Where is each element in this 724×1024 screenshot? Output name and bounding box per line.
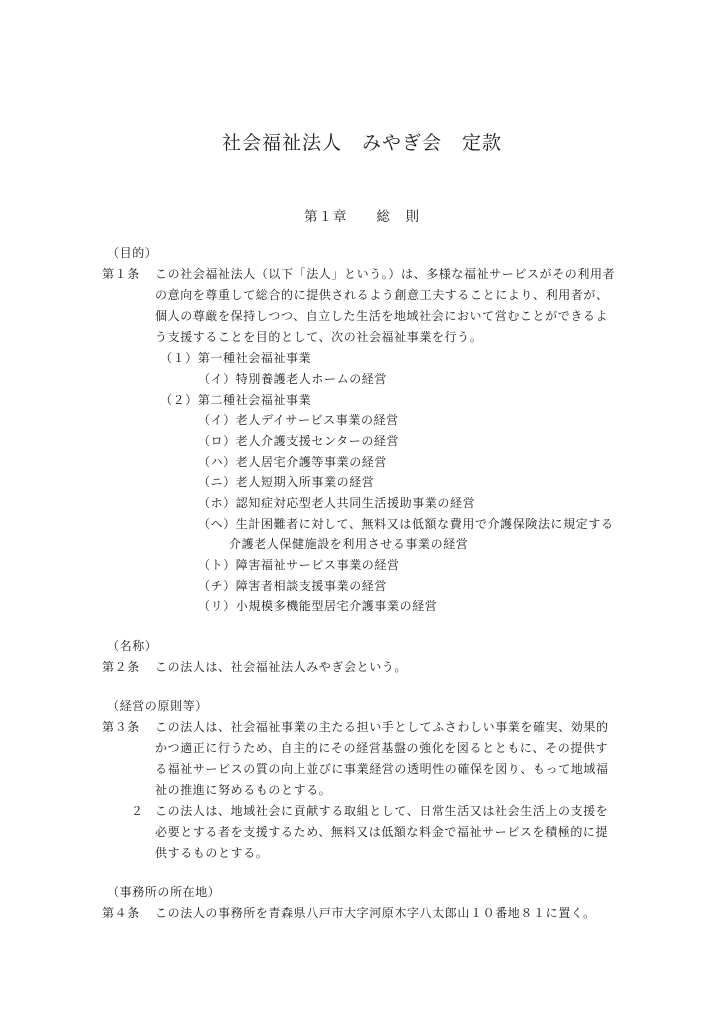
article-3-number: 第３条 [102, 720, 140, 734]
document-title: 社会福祉法人 みやぎ会 定款 [221, 132, 502, 154]
article-3-line: る福祉サービスの質の向上並びに事業経営の透明性の確保を図り、もって地域福 [155, 762, 609, 776]
article-1-number: 第１条 [102, 267, 140, 281]
category-2-label: （２）第二種社会福祉事業 [160, 393, 312, 407]
article-3-paragraph-2-number: ２ [131, 804, 144, 818]
article-4-line: この法人の事務所を青森県八戸市大字河原木字八太郎山１０番地８１に置く。 [155, 906, 596, 920]
category-2-item: （ニ）老人短期入所事業の経営 [198, 475, 375, 489]
category-2-item-continuation: 介護老人保健施設を利用させる事業の経営 [229, 537, 469, 551]
article-3-paragraph-2-line: 供するものとする。 [155, 846, 269, 860]
category-2-item: （ヘ）生計困難者に対して、無料又は低額な費用で介護保険法に規定する [198, 517, 614, 531]
article-1-line: この社会福祉法人（以下「法人」という。）は、多様な福祉サービスがその利用者 [155, 267, 616, 281]
category-1-item: （イ）特別養護老人ホームの経営 [198, 372, 388, 386]
article-3-line: この法人は、社会福祉事業の主たる担い手としてふさわしい事業を確実、効果的 [155, 720, 609, 734]
article-1-heading: （目的） [107, 246, 158, 260]
article-4-number: 第４条 [102, 906, 140, 920]
category-1-label: （１）第一種社会福祉事業 [160, 351, 312, 365]
article-1-line: う支援することを目的として、次の社会福祉事業を行う。 [155, 330, 483, 344]
category-2-item: （ホ）認知症対応型老人共同生活援助事業の経営 [198, 496, 476, 510]
category-2-item: （ト）障害福祉サービス事業の経営 [198, 558, 400, 572]
category-2-item: （イ）老人デイサービス事業の経営 [198, 413, 399, 427]
category-2-item: （チ）障害者相談支援事業の経営 [198, 579, 388, 593]
article-3-heading: （経営の原則等） [107, 699, 208, 713]
article-2-heading: （名称） [107, 639, 158, 653]
category-2-item: （ハ）老人居宅介護等事業の経営 [198, 455, 388, 469]
article-3-line: かつ適正に行うため、自主的にその経営基盤の強化を図るとともに、その提供す [155, 741, 609, 755]
article-1-line: の意向を尊重して総合的に提供されるよう創意工夫することにより、利用者が、 [155, 288, 609, 302]
category-2-item: （ロ）老人介護支援センターの経営 [198, 434, 400, 448]
chapter-heading: 第１章 総 則 [304, 209, 420, 225]
article-2-number: 第２条 [102, 660, 140, 674]
category-2-item: （リ）小規模多機能型居宅介護事業の経営 [198, 599, 438, 613]
article-1-line: 個人の尊厳を保持しつつ、自立した生活を地域社会において営むことができるよ [155, 309, 609, 323]
article-2-line: この法人は、社会福祉法人みやぎ会という。 [155, 660, 408, 674]
article-3-line: 祉の推進に努めるものとする。 [155, 783, 332, 797]
article-3-paragraph-2-line: この法人は、地域社会に貢献する取組として、日常生活又は社会生活上の支援を [155, 804, 609, 818]
article-3-paragraph-2-line: 必要とする者を支援するため、無料又は低額な料金で福祉サービスを積極的に提 [155, 825, 609, 839]
article-4-heading: （事務所の所在地） [107, 885, 221, 899]
